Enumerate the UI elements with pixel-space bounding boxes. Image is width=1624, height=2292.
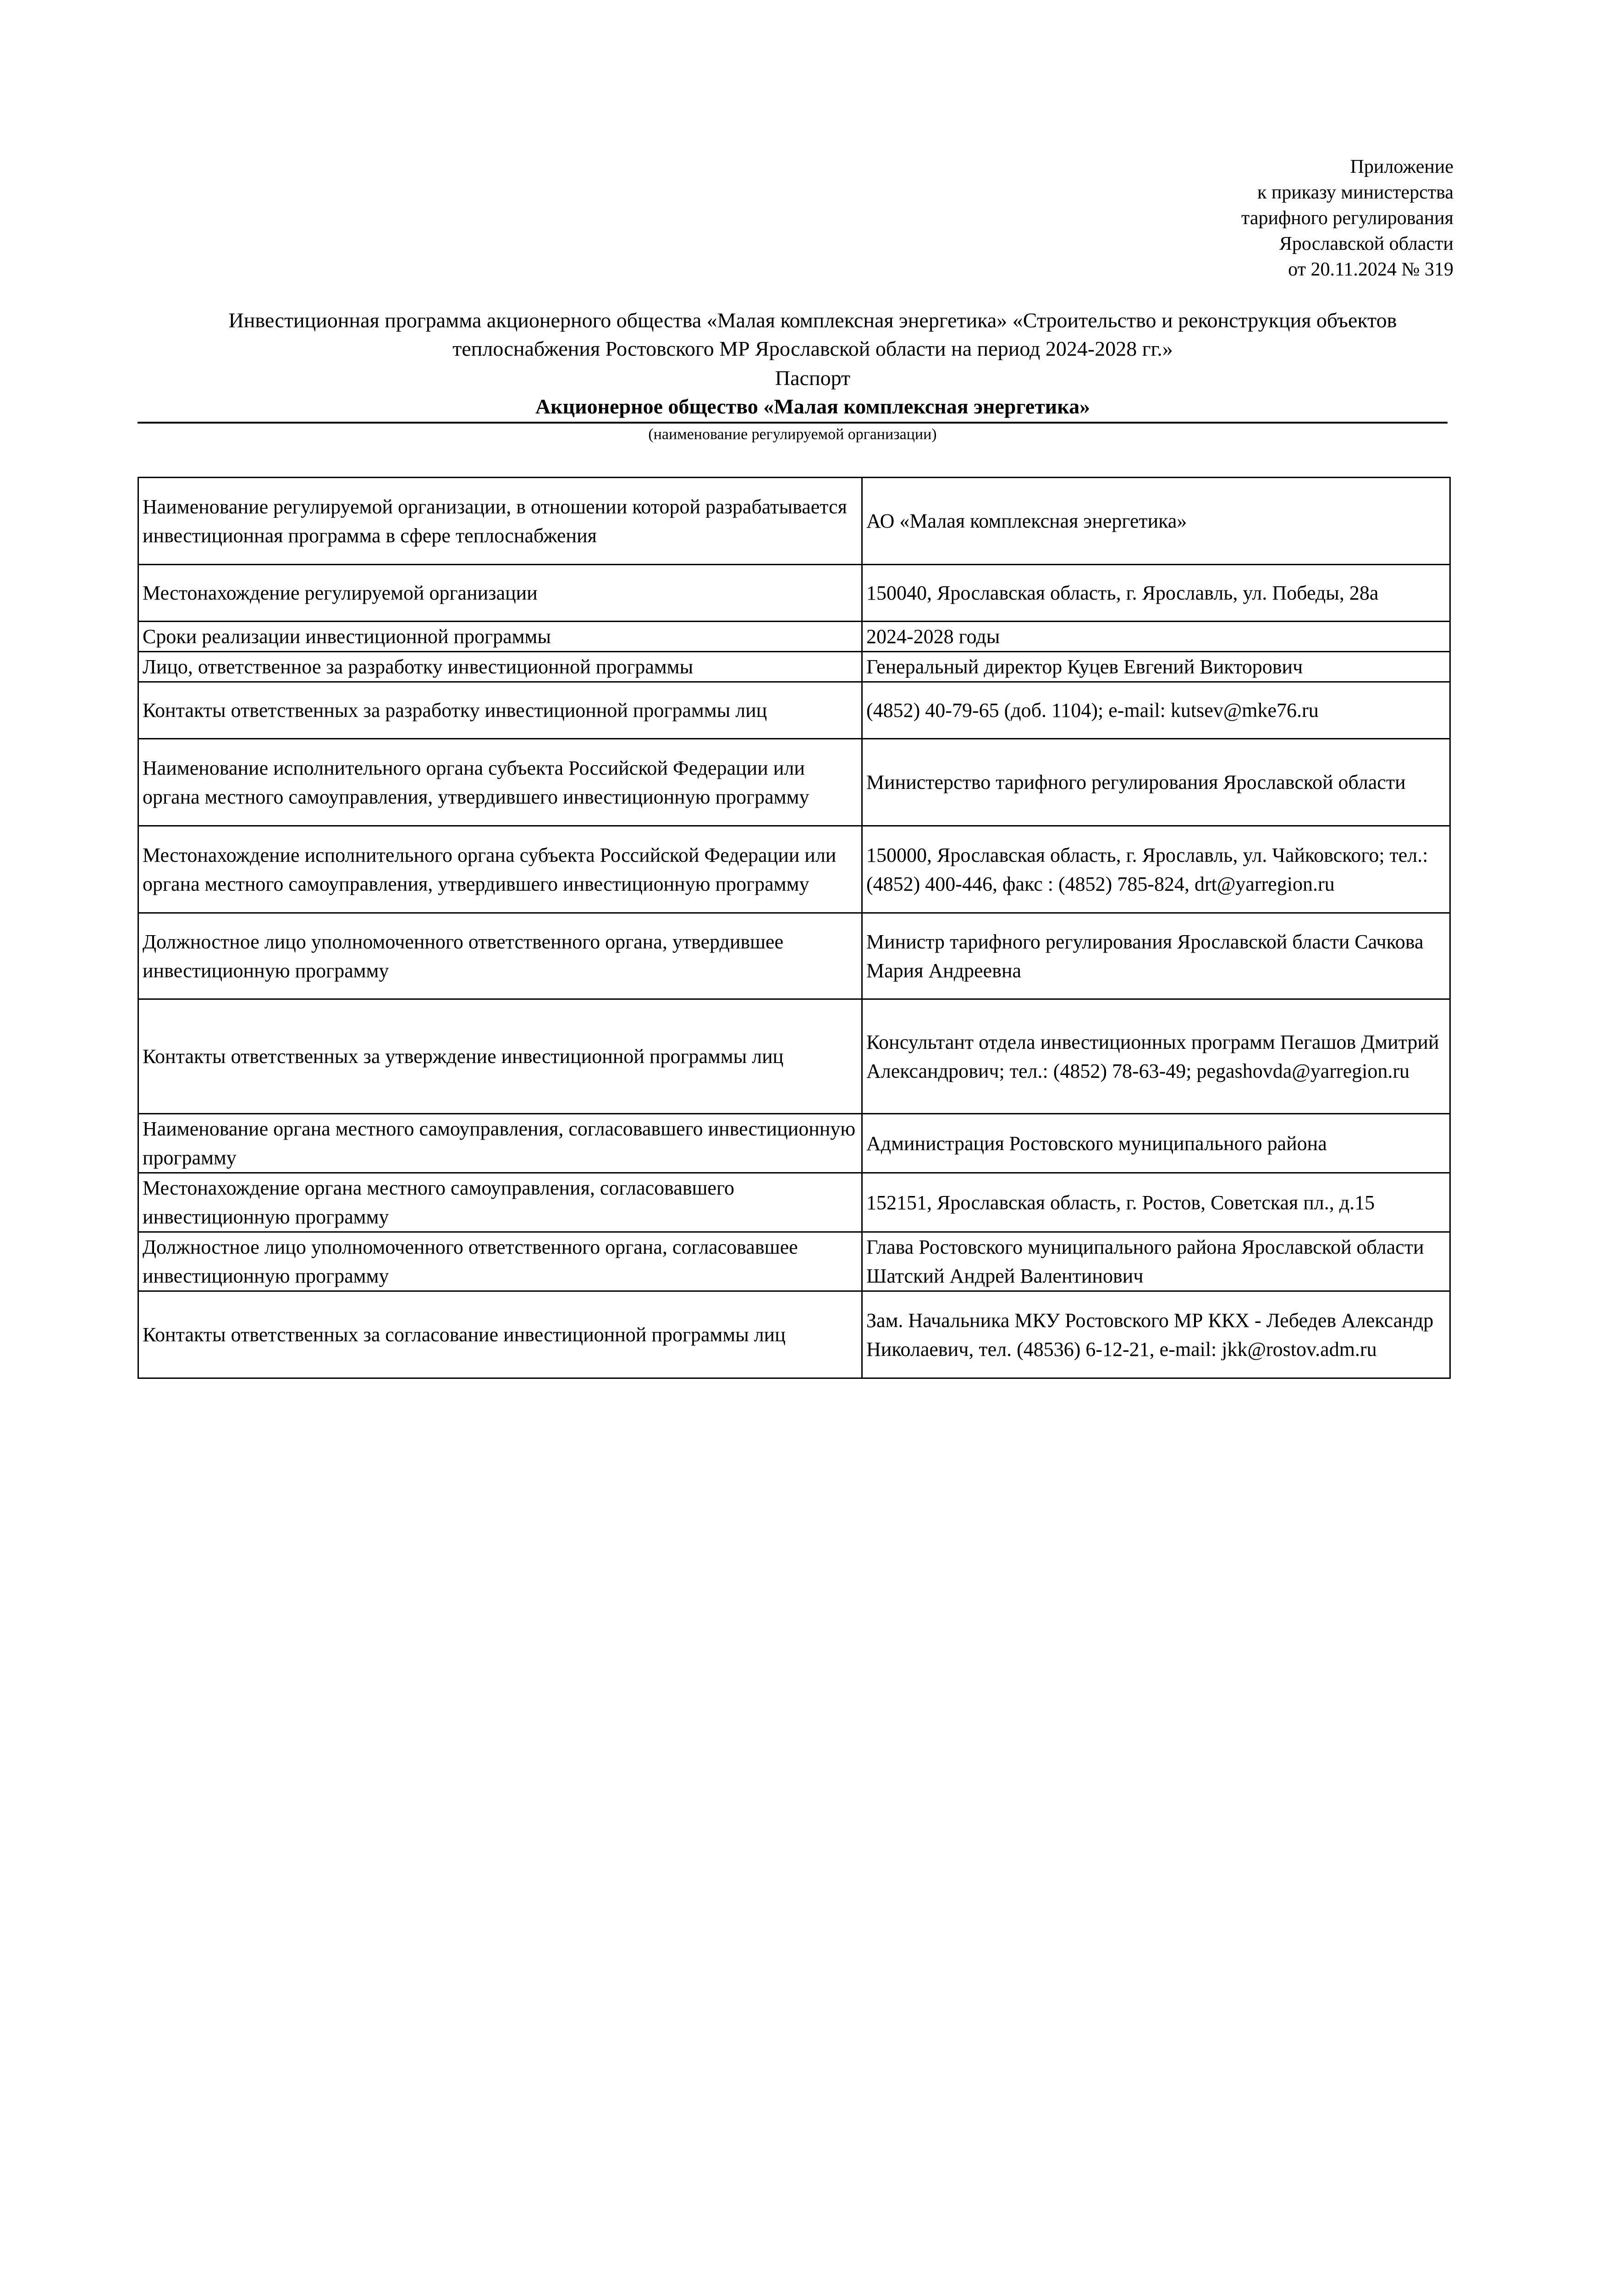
table-row bbox=[138, 565, 1450, 622]
organization-underline bbox=[138, 422, 1448, 424]
row-label: Контакты ответственных за утверждение инвестиционной программы лиц bbox=[138, 999, 862, 1114]
table-row bbox=[138, 1114, 1450, 1173]
row-value: Генеральный директор Куцев Евгений Викторович bbox=[862, 652, 1450, 682]
row-value: АО «Малая комплексная энергетика» bbox=[862, 478, 1450, 565]
row-label: Должностное лицо уполномоченного ответственного органа, утвердившее инвестиционную программу bbox=[138, 913, 862, 999]
row-label: Наименование органа местного самоуправления, согласовавшего инвестиционную программу bbox=[138, 1114, 862, 1173]
row-label: Должностное лицо уполномоченного ответственного органа, согласовавшее инвестиционную программу bbox=[138, 1232, 862, 1291]
row-label: Сроки реализации инвестиционной программы bbox=[138, 622, 862, 652]
row-label: Местонахождение органа местного самоуправления, согласовавшего инвестиционную программу bbox=[138, 1173, 862, 1232]
row-label: Местонахождение регулируемой организации bbox=[138, 565, 862, 622]
row-label: Контакты ответственных за согласование инвестиционной программы лиц bbox=[138, 1291, 862, 1378]
program-title-line-2: теплоснабжения Ростовского МР Ярославской области на период 2024-2028 гг.» bbox=[452, 337, 1173, 360]
row-label: Контакты ответственных за разработку инвестиционной программы лиц bbox=[138, 682, 862, 739]
appendix-line: Ярославской области bbox=[1279, 233, 1453, 254]
table-row bbox=[138, 999, 1450, 1114]
row-value: 150040, Ярославская область, г. Ярославль, ул. Победы, 28а bbox=[862, 565, 1450, 622]
row-value: (4852) 40-79-65 (доб. 1104); e-mail: kutsev@mke76.ru bbox=[862, 682, 1450, 739]
row-label: Местонахождение исполнительного органа субъекта Российской Федерации или органа местного самоуправления, утвердившего инвестиционную программу bbox=[138, 826, 862, 913]
row-value: Зам. Начальника МКУ Ростовского МР ККХ - Лебедев Александр Николаевич, тел. (48536) 6-12-21, e-mail: jkk@rostov.adm.ru bbox=[862, 1291, 1450, 1378]
appendix-line: тарифного регулирования bbox=[1241, 208, 1453, 229]
row-value: Министр тарифного регулирования Ярославской бласти Сачкова Мария Андреевна bbox=[862, 913, 1450, 999]
document-title-block bbox=[138, 306, 1488, 421]
passport-table bbox=[138, 477, 1451, 1379]
appendix-line: к приказу министерства bbox=[1257, 182, 1453, 203]
row-value: Министерство тарифного регулирования Ярославской области bbox=[862, 739, 1450, 826]
table-row bbox=[138, 1232, 1450, 1291]
row-value: 2024-2028 годы bbox=[862, 622, 1450, 652]
table-row bbox=[138, 622, 1450, 652]
table-row bbox=[138, 826, 1450, 913]
appendix-block bbox=[1241, 154, 1453, 282]
row-label: Наименование регулируемой организации, в отношении которой разрабатывается инвестиционная программа в сфере теплоснабжения bbox=[138, 478, 862, 565]
table-row bbox=[138, 478, 1450, 565]
program-title-line-1: Инвестиционная программа акционерного общества «Малая комплексная энергетика» «Строительство и реконструкция объектов bbox=[228, 309, 1397, 332]
table-row bbox=[138, 913, 1450, 999]
appendix-line: Приложение bbox=[1350, 156, 1453, 177]
table-row bbox=[138, 1173, 1450, 1232]
organization-caption: (наименование регулируемой организации) bbox=[648, 426, 937, 443]
row-value: Консультант отдела инвестиционных программ Пегашов Дмитрий Александрович; тел.: (4852) 78-63-49; pegashovda@yarregion.ru bbox=[862, 999, 1450, 1114]
row-label: Наименование исполнительного органа субъекта Российской Федерации или органа местного самоуправления, утвердившего инвестиционную программу bbox=[138, 739, 862, 826]
row-value: 152151, Ярославская область, г. Ростов, Советская пл., д.15 bbox=[862, 1173, 1450, 1232]
row-value: Администрация Ростовского муниципального района bbox=[862, 1114, 1450, 1173]
organization-name: Акционерное общество «Малая комплексная энергетика» bbox=[535, 395, 1090, 418]
table-row bbox=[138, 739, 1450, 826]
table-row bbox=[138, 652, 1450, 682]
row-label: Лицо, ответственное за разработку инвестиционной программы bbox=[138, 652, 862, 682]
row-value: Глава Ростовского муниципального района Ярославской области Шатский Андрей Валентинович bbox=[862, 1232, 1450, 1291]
table-row bbox=[138, 682, 1450, 739]
table-row bbox=[138, 1291, 1450, 1378]
row-value: 150000, Ярославская область, г. Ярославль, ул. Чайковского; тел.: (4852) 400-446, факс : (4852) 785-824, drt@yarregion.ru bbox=[862, 826, 1450, 913]
appendix-line: от 20.11.2024 № 319 bbox=[1288, 259, 1453, 280]
passport-heading: Паспорт bbox=[775, 366, 851, 390]
